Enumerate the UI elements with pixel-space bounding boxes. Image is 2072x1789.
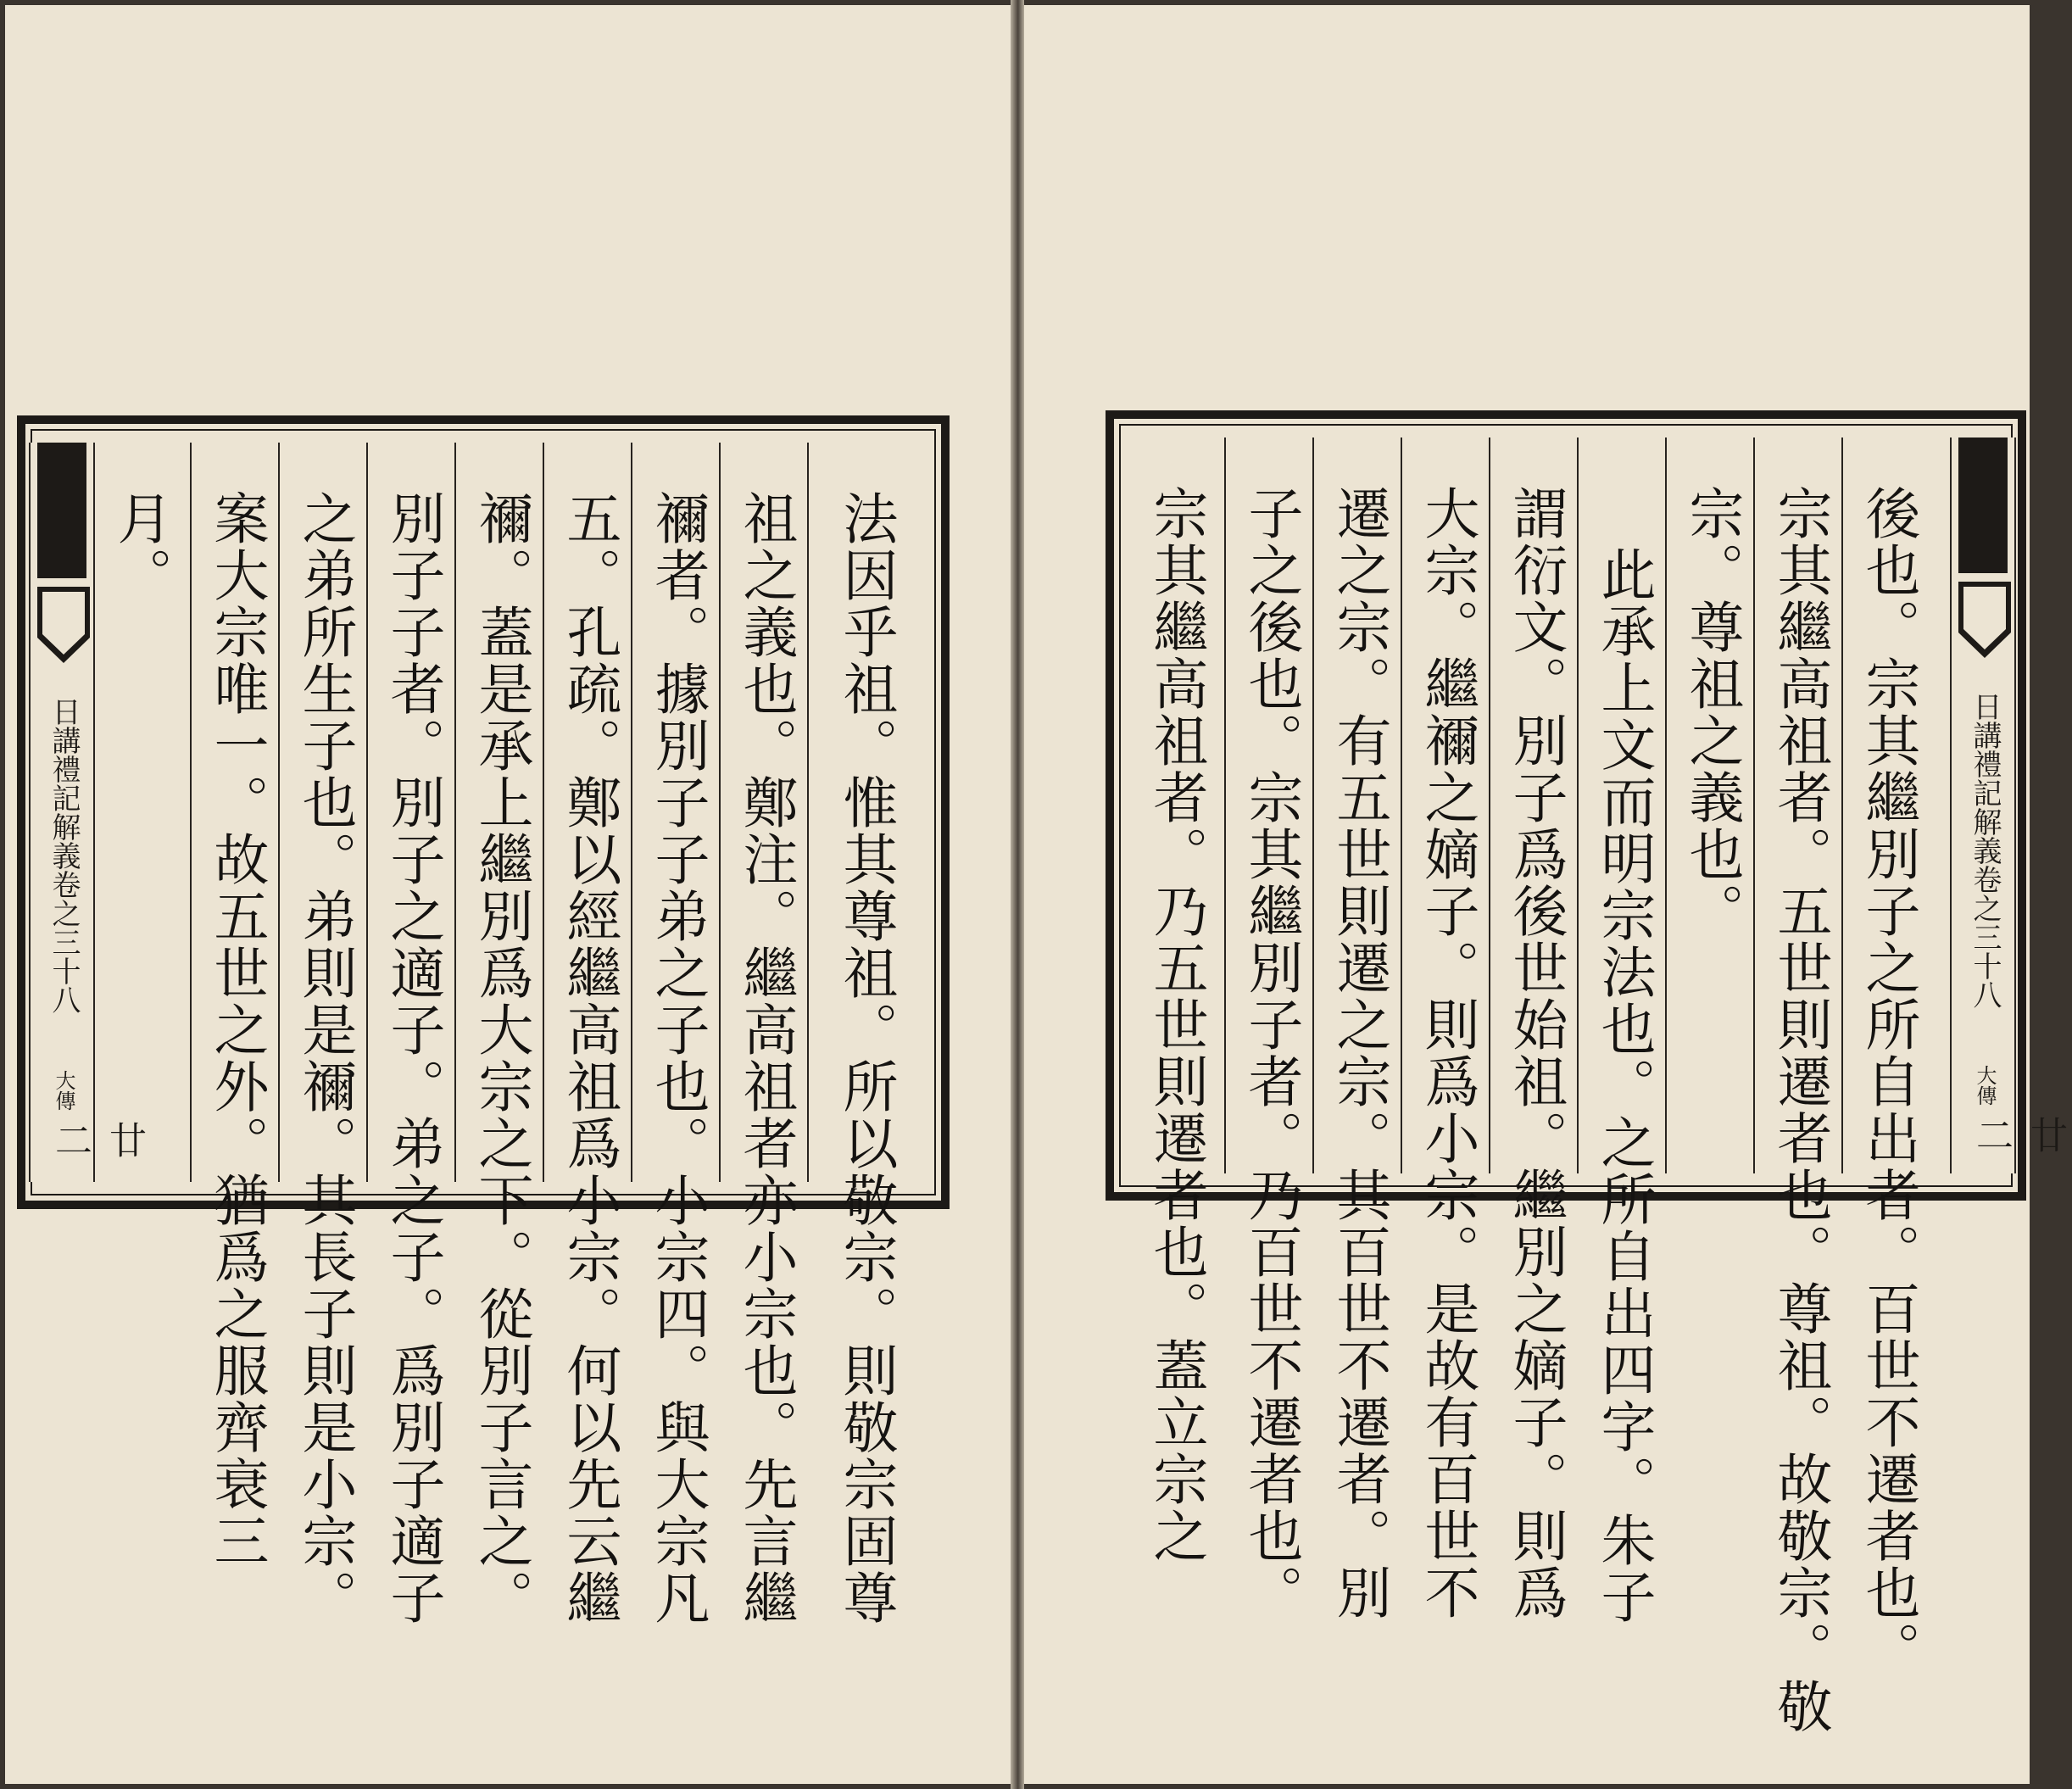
text-column: 子之後也。宗其繼別子者。乃百世不遷者也。 (1226, 437, 1314, 1173)
text-column: 案大宗唯一。故五世之外。猶爲之服齊衰三 (192, 443, 280, 1182)
text-column: 月。 (95, 443, 192, 1182)
right-page (1024, 5, 2067, 1784)
book-gutter (1011, 0, 1024, 1789)
text-column: 宗。尊祖之義也。 (1667, 437, 1755, 1173)
fishtail-mark-icon (31, 587, 97, 688)
text-column: 法因乎祖。惟其尊祖。所以敬宗。則敬宗固尊 (833, 490, 897, 1626)
left-page-frame (17, 415, 950, 1626)
spine-section: 大傳 (1973, 1065, 1997, 1106)
text-column: 謂衍文。別子爲後世始祖。繼別之嫡子。則爲 (1490, 437, 1579, 1173)
fishtail-mark-icon (1952, 582, 2018, 683)
text-column: 宗其繼高祖者。五世則遷者也。尊祖。故敬宗。敬 (1755, 437, 1843, 1173)
spine-section: 大傳 (52, 1070, 75, 1111)
text-column: 此承上文而明宗法也。之所自出四字。朱子 (1579, 437, 1667, 1173)
right-page-frame (1106, 410, 2067, 1735)
text-column: 五。孔疏。鄭以經繼高祖爲小宗。何以先云繼 (544, 443, 632, 1182)
text-column: 遷之宗。有五世則遷之宗。其百世不遷者。別 (1314, 437, 1402, 1173)
spine-title: 日講禮記解義卷之三十八 (47, 697, 81, 1014)
text-column: 之弟所生子也。弟則是禰。其長子則是小宗。 (280, 443, 368, 1182)
right-page-spine (1950, 437, 2067, 1173)
text-column: 宗其繼高祖者。乃五世則遷者也。蓋立宗之 (1131, 437, 1226, 1173)
left-page (5, 5, 1011, 1784)
text-column: 後也。宗其繼別子之所自出者。百世不遷者也。 (1856, 485, 1919, 1678)
spine-folio: 廿二 (1969, 1116, 2067, 1153)
spine-folio: 廿二 (48, 1121, 146, 1158)
text-column: 禰者。據別子子弟之子也。小宗四。與大宗凡 (632, 443, 721, 1182)
text-column: 別子子者。別子之適子。弟之子。爲別子適子 (368, 443, 456, 1182)
left-page-spine (29, 443, 146, 1182)
spine-title: 日講禮記解義卷之三十八 (1968, 692, 2002, 1009)
text-column: 祖之義也。鄭注。繼高祖者亦小宗也。先言繼 (721, 443, 809, 1182)
text-column: 大宗。繼禰之嫡子。則爲小宗。是故有百世不 (1402, 437, 1490, 1173)
text-column: 禰。蓋是承上繼別爲大宗之下。從別子言之。 (456, 443, 544, 1182)
